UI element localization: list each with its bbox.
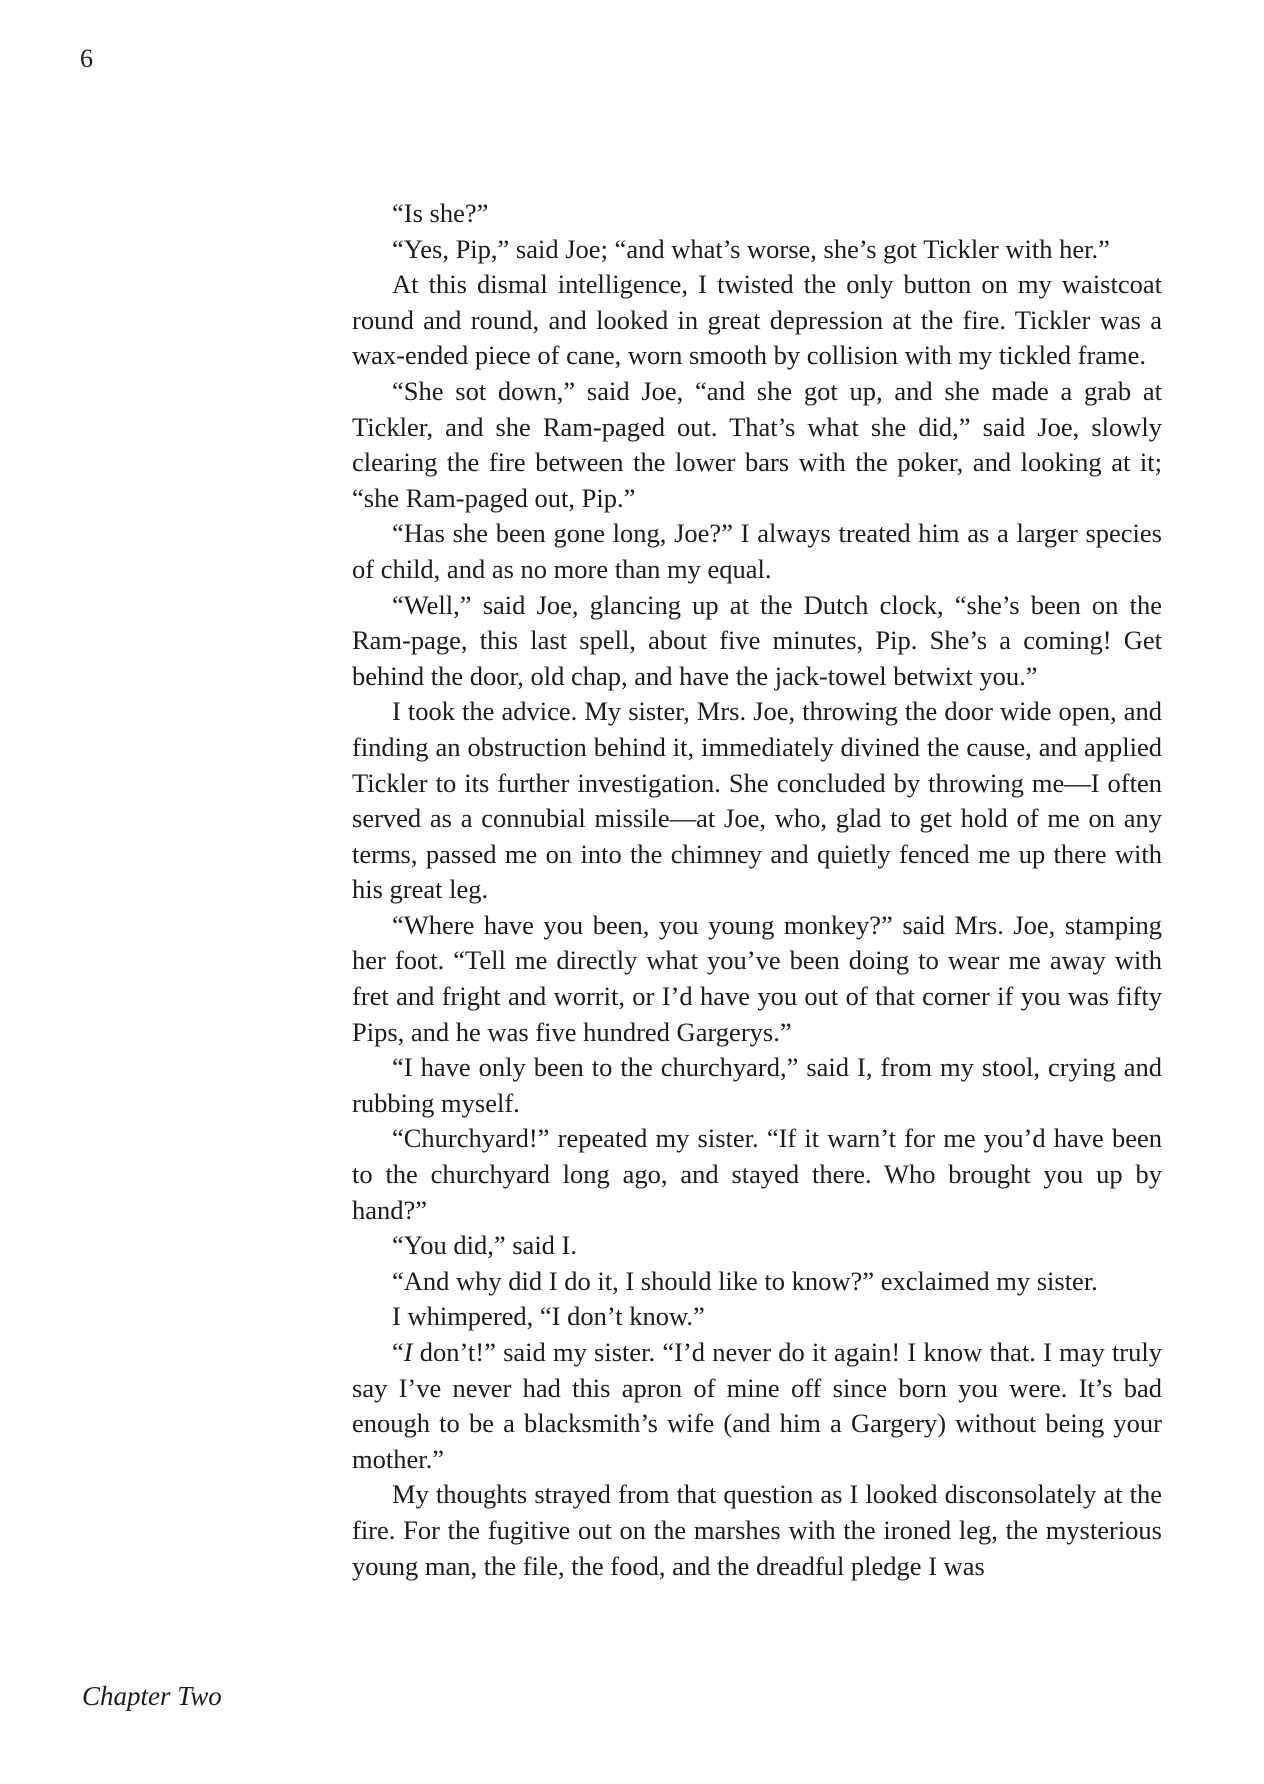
body-text <box>352 196 1162 1584</box>
paragraph: “Where have you been, you young monkey?” said Mrs. Joe, stamping her foot. “Tell me directly what you’ve been doing to wear me away with fret and fright and worrit, or I’d have you out of that corner if you was fifty Pips, and he was five hundred Gargerys.” <box>352 909 1162 1047</box>
paragraph-rest: don’t!” said my sister. “I’d never do it again! I know that. I may truly say I’ve never had this apron of mine off since born you were. It’s bad enough to be a blacksmith’s wife (and him a Gargery) without being your mother.” <box>352 1337 1162 1474</box>
page-number: 6 <box>80 44 93 73</box>
paragraph: “Has she been gone long, Joe?” I always treated him as a larger species of child, and as no more than my equal. <box>352 518 1162 584</box>
paragraph: “And why did I do it, I should like to know?” exclaimed my sister. <box>392 1265 1098 1296</box>
paragraph-final: My thoughts strayed from that question as I looked disconsolately at the fire. For the fugitive out on the marshes with the ironed leg, the mysterious young man, the file, the food, and the dreadful pledge I was <box>352 1479 1162 1581</box>
italic-word: I <box>403 1337 413 1367</box>
paragraph: “I have only been to the churchyard,” said I, from my stool, crying and rubbing myself. <box>352 1052 1162 1118</box>
paragraph: “Is she?” <box>392 198 489 228</box>
paragraph: “Churchyard!” repeated my sister. “If it warn’t for me you’d have been to the churchyard long ago, and stayed there. Who brought you up by hand?” <box>352 1123 1162 1225</box>
paragraph: “You did,” said I. <box>392 1230 578 1261</box>
running-footer: Chapter Two <box>82 1681 222 1711</box>
open-quote: “ <box>392 1337 404 1367</box>
paragraph: I took the advice. My sister, Mrs. Joe, throwing the door wide open, and finding an obstruction behind it, immediately divined the cause, and applied Tickler to its further investigation. She concluded by throwing me—I often served as a connubial missile—at Joe, who, glad to get hold of me on any terms, passed me on into the chimney and quietly fenced me up there with his great leg. <box>352 696 1162 905</box>
paragraph: “Well,” said Joe, glancing up at the Dutch clock, “she’s been on the Ram-page, this last spell, about five minutes, Pip. She’s a coming! Get behind the door, old chap, and have the jack-towel betwixt you.” <box>352 589 1162 691</box>
paragraph: I whimpered, “I don’t know.” <box>392 1301 705 1332</box>
paragraph: “Yes, Pip,” said Joe; “and what’s worse, she’s got Tickler with her.” <box>392 233 1110 264</box>
paragraph: At this dismal intelligence, I twisted the only button on my waistcoat round and round, and looked in great depression at the fire. Tickler was a wax-ended piece of cane, worn smooth by collision with my tickled frame. <box>352 269 1162 371</box>
paragraph: “She sot down,” said Joe, “and she got up, and she made a grab at Tickler, and she Ram-paged out. That’s what she did,” said Joe, slowly clearing the fire between the lower bars with the poker, and looking at it; “she Ram-paged out, Pip.” <box>352 375 1162 513</box>
paragraph-with-italic <box>352 1335 1162 1477</box>
